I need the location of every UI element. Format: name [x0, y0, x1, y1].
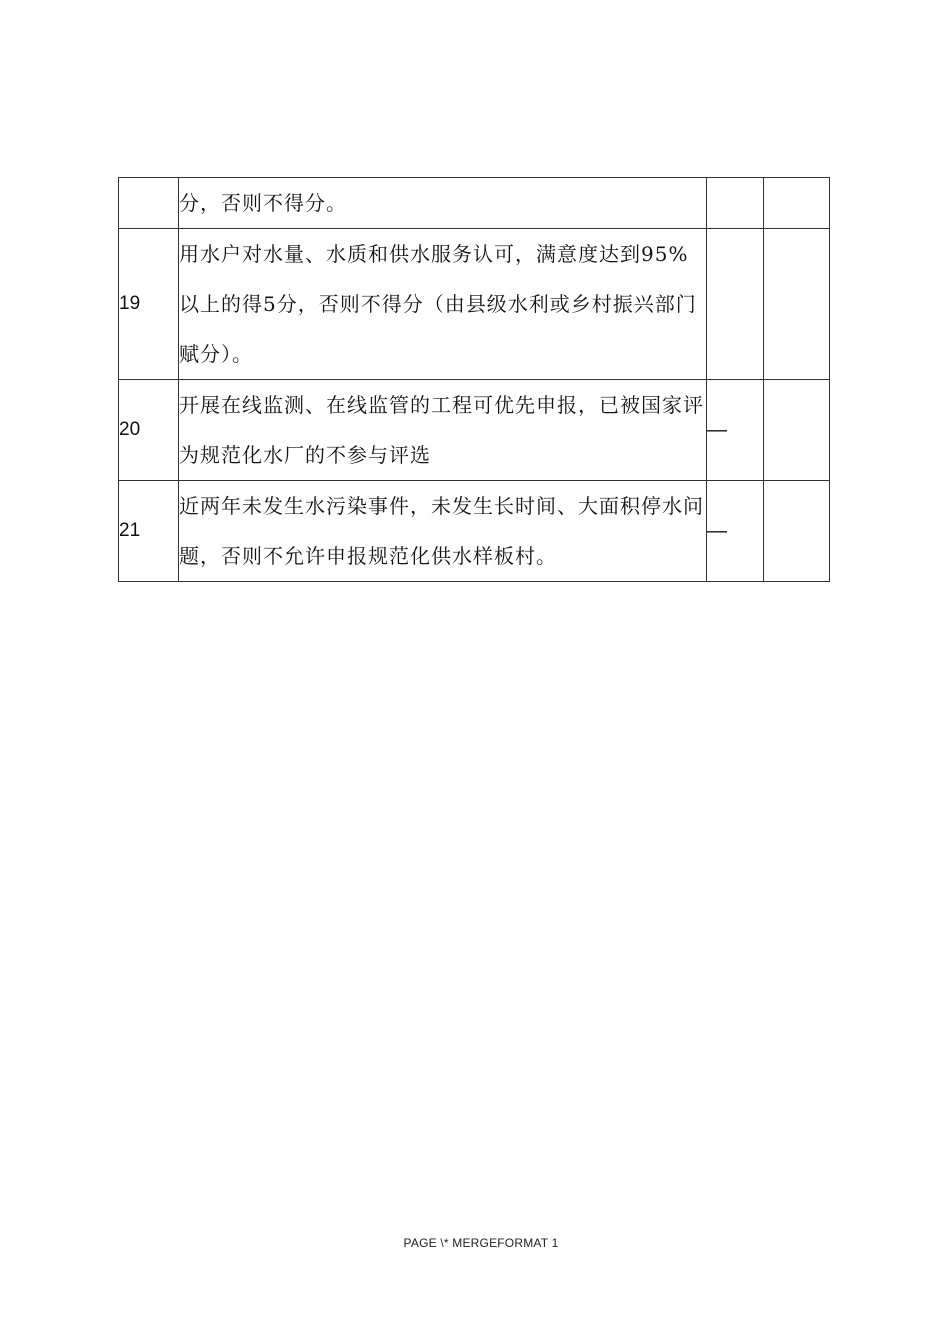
table-row [119, 229, 830, 380]
page-number-footer: PAGE \* MERGEFORMAT 1 [403, 1236, 559, 1250]
row-number-cell: 20 [119, 380, 179, 481]
score-cell: — [707, 481, 764, 582]
score-cell [707, 229, 764, 380]
remark-cell [764, 178, 830, 229]
criteria-text-cell: 开展在线监测、在线监管的工程可优先申报，已被国家评为规范化水厂的不参与评选 [179, 380, 707, 481]
row-number-cell: 19 [119, 229, 179, 380]
criteria-text-cell: 近两年未发生水污染事件，未发生长时间、大面积停水问题，否则不允许申报规范化供水样板村。 [179, 481, 707, 582]
score-cell: — [707, 380, 764, 481]
table-row [119, 380, 830, 481]
criteria-text-cell: 用水户对水量、水质和供水服务认可，满意度达到95%以上的得5分，否则不得分（由县级水利或乡村振兴部门赋分）。 [179, 229, 707, 380]
remark-cell [764, 229, 830, 380]
table-row [119, 178, 830, 229]
table-row [119, 481, 830, 582]
remark-cell [764, 380, 830, 481]
row-number-cell [119, 178, 179, 229]
scoring-table [118, 177, 830, 582]
remark-cell [764, 481, 830, 582]
score-cell [707, 178, 764, 229]
row-number-cell: 21 [119, 481, 179, 582]
criteria-text-cell: 分，否则不得分。 [179, 178, 707, 229]
